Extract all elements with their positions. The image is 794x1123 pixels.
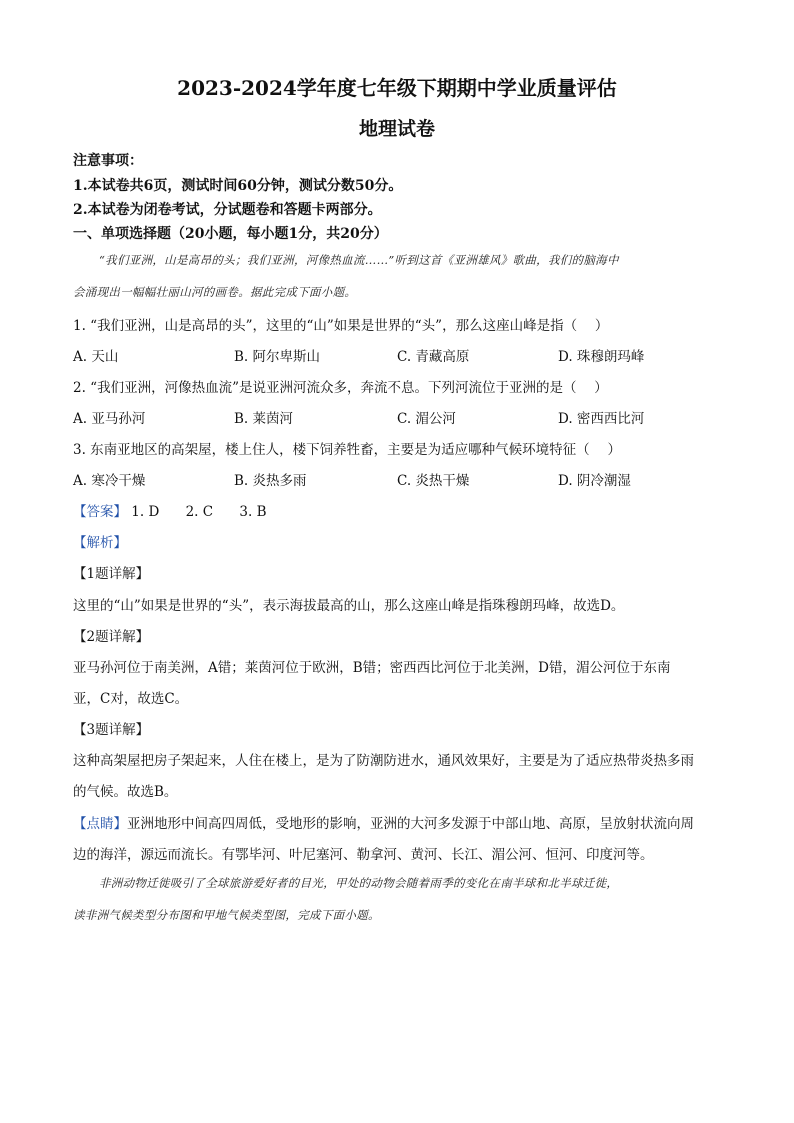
notice-item-2: 2.本试卷为闭卷考试，分试题卷和答题卡两部分。 — [73, 202, 382, 218]
exam-subtitle: 地理试卷 — [358, 118, 435, 140]
question-1-option-b: B. 阿尔卑斯山 — [234, 349, 321, 365]
analysis-label: 【解析】 — [73, 535, 127, 551]
detail-3-line-2: 的气候。故选B。 — [73, 784, 178, 800]
question-1-option-d: D. 珠穆朗玛峰 — [558, 349, 645, 365]
tip-line-1 — [73, 812, 694, 832]
answer-row — [73, 500, 289, 520]
question-3-option-b: B. 炎热多雨 — [234, 473, 307, 489]
answer-label: 【答案】 — [73, 504, 127, 520]
notice-item-1: 1.本试卷共6页，测试时间60分钟，测试分数50分。 — [73, 178, 403, 194]
notice-heading: 注意事项： — [73, 153, 143, 169]
question-2-option-d: D. 密西西比河 — [558, 411, 645, 427]
question-1-option-a: A. 天山 — [73, 349, 119, 365]
question-3-option-d: D. 阴冷潮湿 — [558, 473, 631, 489]
detail-2-line-1: 亚马孙河位于南美洲，A错；莱茵河位于欧洲，B错；密西西比河位于北美洲，D错，湄公河位于东南 — [73, 660, 671, 676]
question-2-stem: 2. “我们亚洲，河像热血流”是说亚洲河流众多，奔流不息。下列河流位于亚洲的是（ ） — [73, 380, 608, 396]
tip-label: 【点睛】 — [73, 816, 127, 832]
question-1-option-c: C. 青藏高原 — [397, 349, 470, 365]
exam-title: 2023-2024学年度七年级下期期中学业质量评估 — [177, 76, 617, 100]
detail-1-text: 这里的“山”如果是世界的“头”，表示海拔最高的山，那么这座山峰是指珠穆朗玛峰，故选D。 — [73, 598, 625, 614]
detail-2-label: 【2题详解】 — [73, 629, 150, 645]
detail-3-label: 【3题详解】 — [73, 722, 150, 738]
passage-2-line-1: 非洲动物迁徙吸引了全球旅游爱好者的目光，甲处的动物会随着雨季的变化在南半球和北半球迁徙， — [99, 876, 619, 890]
tip-line-2: 边的海洋，源远而流长。有鄂毕河、叶尼塞河、勒拿河、黄河、长江、湄公河、恒河、印度河等。 — [73, 847, 654, 863]
answer-value-1: 1. D — [131, 504, 160, 520]
detail-2-line-2: 亚，C对，故选C。 — [73, 691, 189, 707]
question-1-stem: 1. “我们亚洲，山是高昂的头”，这里的“山”如果是世界的“头”，那么这座山峰是指（ ） — [73, 318, 609, 334]
question-2-option-a: A. 亚马孙河 — [73, 411, 146, 427]
detail-3-line-1: 这种高架屋把房子架起来，人住在楼上，是为了防潮防进水，通风效果好，主要是为了适应热带炎热多雨 — [73, 753, 694, 769]
tip-text-1: 亚洲地形中间高四周低，受地形的影响，亚洲的大河多发源于中部山地、高原，呈放射状流向周 — [127, 816, 694, 832]
question-3-stem: 3. 东南亚地区的高架屋，楼上住人，楼下饲养牲畜，主要是为适应哪种气候环境特征（ ） — [73, 442, 621, 458]
section-heading: 一、单项选择题（20小题，每小题1分，共20分） — [73, 226, 388, 242]
passage-1-line-1: “我们亚洲，山是高昂的头；我们亚洲，河像热血流……”听到这首《亚洲雄风》歌曲，我们的脑海中 — [99, 253, 619, 267]
detail-1-label: 【1题详解】 — [73, 566, 150, 582]
question-3-option-c: C. 炎热干燥 — [397, 473, 470, 489]
passage-2-line-2: 读非洲气候类型分布图和甲地气候类型图，完成下面小题。 — [73, 908, 380, 922]
question-2-option-c: C. 湄公河 — [397, 411, 456, 427]
question-2-option-b: B. 莱茵河 — [234, 411, 294, 427]
answer-value-2: 2. C — [185, 504, 214, 520]
passage-1-line-2: 会涌现出一幅幅壮丽山河的画卷。据此完成下面小题。 — [73, 285, 357, 299]
answer-value-3: 3. B — [239, 504, 267, 520]
question-3-option-a: A. 寒冷干燥 — [73, 473, 146, 489]
